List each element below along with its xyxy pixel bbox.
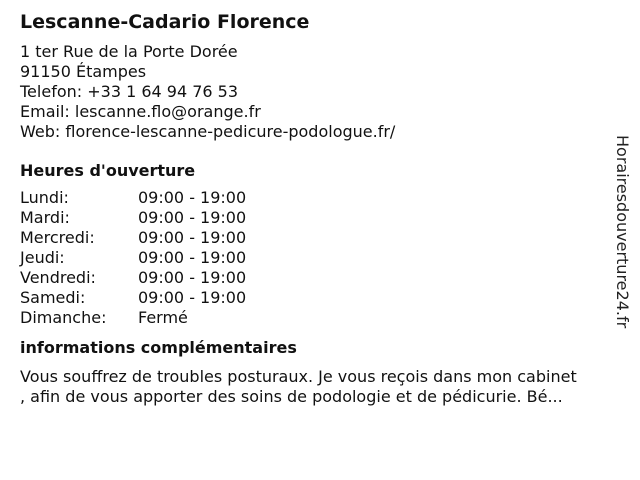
info-text-line: , afin de vous apporter des soins de podologie et de pédicurie. Bé... (20, 387, 563, 406)
hours-day-label: Samedi: (20, 288, 86, 307)
hours-row (20, 248, 620, 268)
additional-info-heading: informations complémentaires (20, 338, 297, 357)
hours-day-label: Lundi: (20, 188, 69, 207)
business-card (20, 9, 620, 407)
business-name: Lescanne-Cadario Florence (20, 11, 310, 33)
hours-row (20, 268, 620, 288)
phone-line[interactable]: Telefon: +33 1 64 94 76 53 (20, 82, 239, 101)
hours-day-label: Mercredi: (20, 228, 95, 247)
hours-time-value: 09:00 - 19:00 (138, 208, 247, 227)
hours-time-value: Fermé (138, 308, 188, 327)
street-address: 1 ter Rue de la Porte Dorée (20, 42, 238, 61)
hours-row (20, 228, 620, 248)
additional-info-text (20, 367, 620, 407)
hours-time-value: 09:00 - 19:00 (138, 188, 247, 207)
website-line[interactable]: Web: florence-lescanne-pedicure-podologue.fr/ (20, 122, 396, 141)
hours-time-value: 09:00 - 19:00 (138, 288, 247, 307)
hours-day-label: Mardi: (20, 208, 70, 227)
hours-day-label: Vendredi: (20, 268, 96, 287)
hours-row (20, 208, 620, 228)
hours-time-value: 09:00 - 19:00 (138, 228, 247, 247)
hours-day-label: Jeudi: (20, 248, 65, 267)
hours-time-value: 09:00 - 19:00 (138, 248, 247, 267)
hours-row (20, 288, 620, 308)
email-line[interactable]: Email: lescanne.flo@orange.fr (20, 102, 261, 121)
city-postcode: 91150 Étampes (20, 62, 147, 81)
hours-day-label: Dimanche: (20, 308, 107, 327)
opening-hours-heading: Heures d'ouverture (20, 161, 196, 180)
contact-block (20, 42, 620, 142)
opening-hours-table (20, 188, 620, 328)
hours-row (20, 308, 620, 328)
hours-row (20, 188, 620, 208)
info-text-line: Vous souffrez de troubles posturaux. Je vous reçois dans mon cabinet (20, 367, 577, 386)
site-watermark: Horairesdouverture24.fr (613, 135, 632, 329)
hours-time-value: 09:00 - 19:00 (138, 268, 247, 287)
